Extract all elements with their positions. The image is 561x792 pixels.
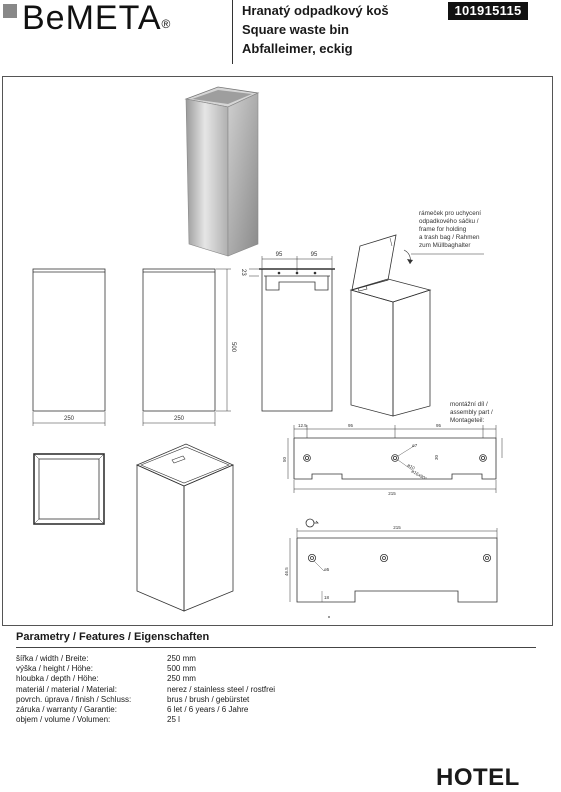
top-view bbox=[34, 454, 104, 524]
parameter-value: 500 mm bbox=[167, 664, 196, 674]
parameter-label: šířka / width / Breite: bbox=[16, 654, 89, 663]
svg-text:95: 95 bbox=[436, 423, 442, 428]
side-width-dim: 250 bbox=[173, 416, 185, 422]
svg-text:frame for holding: frame for holding bbox=[419, 226, 467, 233]
parameter-value: 25 l bbox=[167, 715, 180, 725]
isometric-bin-view bbox=[137, 444, 233, 611]
svg-text:ø10: ø10 bbox=[406, 462, 416, 471]
parameter-label: objem / volume / Volumen: bbox=[16, 715, 111, 725]
parameter-row bbox=[16, 705, 275, 715]
svg-text:30: 30 bbox=[434, 454, 439, 460]
parameter-label: hloubka / depth / Höhe: bbox=[16, 674, 99, 684]
parameter-value: brus / brush / gebürstet bbox=[167, 694, 250, 704]
svg-text:ø16x90°: ø16x90° bbox=[410, 468, 428, 482]
svg-text:215: 215 bbox=[393, 525, 401, 530]
svg-text:46.5: 46.5 bbox=[284, 567, 289, 576]
header-divider bbox=[232, 0, 233, 64]
front-width-dim: 250 bbox=[63, 416, 75, 422]
logo-square-icon bbox=[3, 4, 17, 18]
parameter-value: 6 let / 6 years / 6 Jahre bbox=[167, 705, 249, 715]
dim-95-left: 95 bbox=[275, 252, 283, 258]
svg-text:a trash bag / Rahmen: a trash bag / Rahmen bbox=[419, 234, 480, 241]
parameters-divider bbox=[16, 647, 536, 648]
parameter-label: povrch. úprava / finish / Schluss: bbox=[16, 694, 132, 704]
parameters-title: Parametry / Features / Eigenschaften bbox=[16, 631, 210, 643]
svg-text:95: 95 bbox=[348, 423, 354, 428]
frame-note bbox=[419, 210, 481, 249]
parameter-row bbox=[16, 695, 275, 705]
bottom-plate-dims bbox=[284, 525, 401, 600]
svg-text:18: 18 bbox=[324, 595, 330, 600]
svg-text:odpadkového sáčku /: odpadkového sáčku / bbox=[419, 218, 479, 225]
parameter-label: materiál / material / Material: bbox=[16, 684, 117, 694]
title-de: Abfalleimer, eckig bbox=[242, 41, 353, 56]
section-view bbox=[249, 256, 335, 411]
parameter-row bbox=[16, 715, 275, 725]
product-code-badge: 101915115 bbox=[448, 2, 528, 20]
parameter-label: záruka / warranty / Garantie: bbox=[16, 705, 117, 715]
segment-label: HOTEL bbox=[436, 764, 520, 791]
side-view bbox=[143, 269, 231, 426]
front-view bbox=[33, 269, 105, 426]
svg-text:rámeček pro uchycení: rámeček pro uchycení bbox=[419, 210, 481, 217]
svg-text:215: 215 bbox=[388, 491, 396, 496]
parameter-value: nerez / stainless steel / rostfrei bbox=[167, 684, 276, 694]
bottom-plate-drawing bbox=[290, 528, 497, 602]
parameter-row bbox=[16, 674, 275, 684]
technical-drawing bbox=[2, 76, 553, 626]
height-dim: 500 bbox=[230, 342, 236, 353]
svg-text:montážní díl /: montážní díl / bbox=[450, 401, 488, 408]
parameter-row bbox=[16, 654, 275, 664]
svg-text:Montageteil:: Montageteil: bbox=[450, 417, 485, 424]
parameters-table bbox=[16, 654, 275, 725]
title-cs: Hranatý odpadkový koš bbox=[242, 3, 389, 18]
dim-95-right: 95 bbox=[310, 252, 318, 258]
top-offset-dim: 23 bbox=[240, 269, 246, 276]
rotate-icon bbox=[306, 519, 318, 527]
product-titles bbox=[242, 1, 389, 58]
parameter-row bbox=[16, 685, 275, 695]
svg-text:12.5: 12.5 bbox=[298, 423, 307, 428]
parameter-label: výška / height / Höhe: bbox=[16, 664, 93, 674]
brand-logo: BeMETA® bbox=[22, 0, 172, 37]
parameter-row bbox=[16, 664, 275, 674]
product-photo bbox=[186, 87, 258, 256]
svg-text:50: 50 bbox=[282, 456, 287, 462]
svg-text:zum Müllbaghalter: zum Müllbaghalter bbox=[419, 242, 471, 249]
assembly-note bbox=[450, 401, 493, 424]
svg-text:assembly part /: assembly part / bbox=[450, 409, 493, 416]
svg-text:ø7: ø7 bbox=[412, 443, 418, 448]
drawing-dot bbox=[328, 616, 330, 618]
title-en: Square waste bin bbox=[242, 22, 349, 37]
mounting-plate-drawing bbox=[288, 425, 502, 493]
parameter-value: 250 mm bbox=[167, 674, 196, 684]
bin-open-frame-view bbox=[351, 235, 484, 416]
svg-text:ø5: ø5 bbox=[324, 567, 330, 572]
parameter-value: 250 mm bbox=[167, 654, 196, 663]
